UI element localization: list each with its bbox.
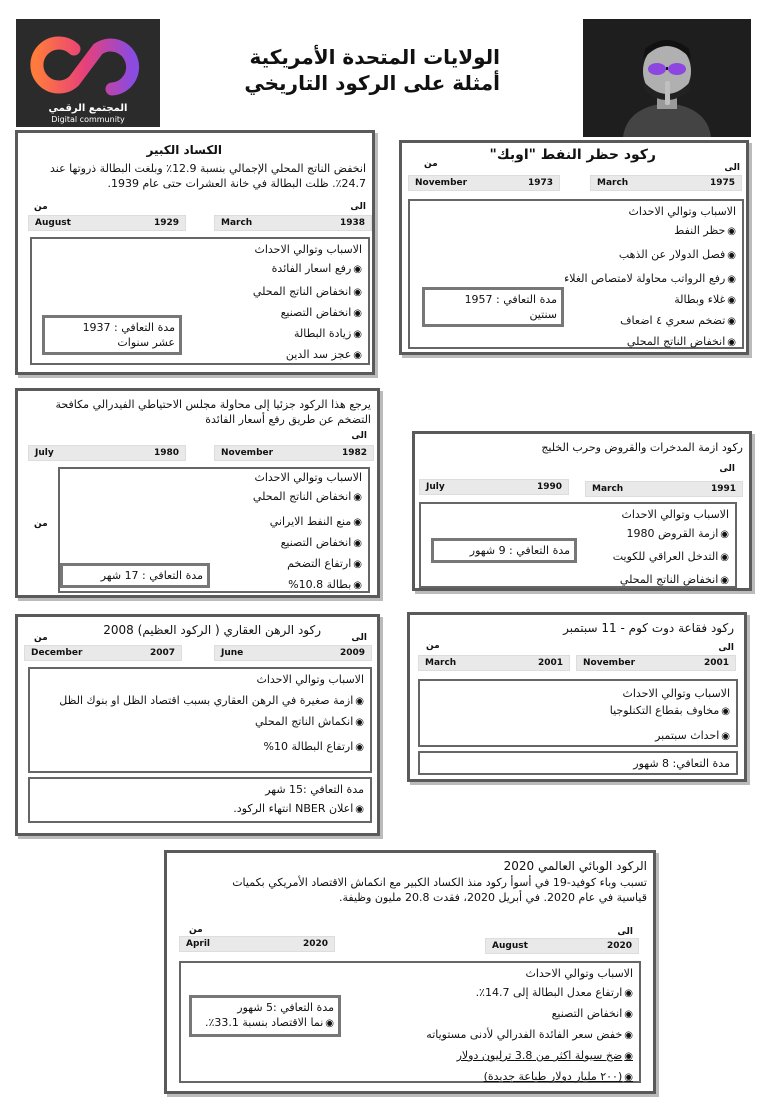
causes-box xyxy=(30,237,370,365)
list-item: ◉ ارتفاع البطالة 10% xyxy=(36,737,364,758)
causes-box xyxy=(418,679,738,747)
title-line-2: أمثلة على الركود التاريخي xyxy=(244,71,500,95)
causes-list xyxy=(564,221,736,353)
list-item: ◉ انخفاض التصنيع xyxy=(253,533,362,554)
to-month: November xyxy=(583,658,636,668)
to-date xyxy=(214,445,374,461)
causes-box xyxy=(28,667,372,773)
causes-box xyxy=(179,961,641,1083)
list-item: ◉ حظر النفط xyxy=(564,221,736,242)
from-year: 1990 xyxy=(536,482,562,492)
recovery-box xyxy=(189,995,341,1037)
causes-box xyxy=(58,467,370,593)
to-month: June xyxy=(221,648,244,658)
from-date xyxy=(408,175,560,191)
from-date xyxy=(418,655,570,671)
from-month: April xyxy=(186,939,211,949)
list-item: ◉ تضخم سعري ٤ اضعاف xyxy=(564,311,736,332)
list-item: ◉ رفع اسعار الفائدة xyxy=(253,259,362,280)
card-great-depression xyxy=(15,130,375,375)
list-item: ◉ ازمة القروض 1980 xyxy=(613,524,729,545)
to-date xyxy=(214,215,372,231)
from-year: 2007 xyxy=(149,648,175,658)
causes-heading: الاسباب وتوالي الاحداث xyxy=(622,687,730,700)
from-label: من xyxy=(34,519,48,529)
from-label: من xyxy=(34,202,48,212)
list-item: ◉ زيادة البطالة xyxy=(253,324,362,345)
to-year: 1975 xyxy=(709,178,735,188)
logo-text-ar: المجتمع الرقمي xyxy=(48,103,128,114)
causes-heading: الاسباب وتوالي الاحداث xyxy=(621,508,729,521)
card-covid-2020 xyxy=(164,850,656,1094)
card-title: ركود الرهن العقاري ( الركود العظيم) 2008 xyxy=(103,623,321,637)
to-date xyxy=(576,655,736,671)
list-item-extra: ◉ (٢٠٠ مليار دولار طباعة جديدة) xyxy=(426,1067,633,1088)
logo-text-en: Digital community xyxy=(51,115,125,124)
causes-list xyxy=(610,701,730,747)
from-date xyxy=(28,445,186,461)
to-month: November xyxy=(221,448,274,458)
recovery-box xyxy=(60,563,210,588)
list-item: ◉ انكماش الناتج المحلي xyxy=(36,712,364,733)
recovery-growth: ◉ نما الاقتصاد بنسبة 33.1٪. xyxy=(196,1015,334,1032)
nber-announcement: ◉ اعلان NBER انتهاء الركود. xyxy=(36,799,364,820)
to-month: March xyxy=(221,218,253,228)
to-month: March xyxy=(592,484,624,494)
from-label: من xyxy=(426,641,440,651)
causes-list xyxy=(36,691,364,758)
recovery-period: مدة التعافي : 9 شهور xyxy=(469,544,570,557)
list-item: ◉ مخاوف بقطاع التكنلوجيا xyxy=(610,701,730,722)
from-date xyxy=(419,479,569,495)
to-date xyxy=(214,645,372,661)
list-item: ◉ عجز سد الدين xyxy=(253,345,362,366)
list-item: ◉ انخفاض التصنيع xyxy=(426,1004,633,1025)
recovery-period: مدة التعافي : 1957 xyxy=(464,293,557,306)
from-month: July xyxy=(426,482,445,492)
to-year: 2009 xyxy=(339,648,365,658)
list-item: ◉ بطالة 10.8% xyxy=(253,575,362,596)
list-item: ◉ منع النفط الايراني xyxy=(253,512,362,533)
from-label: من xyxy=(424,159,438,169)
to-year: 1938 xyxy=(339,218,365,228)
to-label: الى xyxy=(617,927,633,937)
causes-heading: الاسباب وتوالي الاحداث xyxy=(256,673,364,686)
card-description: انخفض الناتج المحلي الإجمالي بنسبة 12.9٪ وبلغت البطالة ذروتها عند 24.7٪. ظلت البطالة في خانة العشرات حتى عام 1939. xyxy=(50,162,366,190)
from-year: 2020 xyxy=(302,939,328,949)
from-year: 1929 xyxy=(153,218,179,228)
list-item: ◉ ارتفاع التضخم xyxy=(253,554,362,575)
card-oil-embargo xyxy=(399,140,749,355)
recovery-duration: سنتين xyxy=(529,308,557,321)
person-avatar-icon xyxy=(583,19,751,137)
to-label: الى xyxy=(724,163,740,173)
causes-list xyxy=(253,487,362,596)
from-year: 1980 xyxy=(153,448,179,458)
list-item: ◉ ضخ سيولة اكثر من 3.8 ترليون دولار xyxy=(426,1046,633,1067)
card-title: ركود ازمة المدخرات والقروض وحرب الخليج xyxy=(541,441,743,454)
recovery-period: مدة التعافي :15 شهر xyxy=(265,783,364,796)
causes-list xyxy=(253,259,362,366)
causes-heading: الاسباب وتوالي الاحداث xyxy=(254,471,362,484)
recovery-period: مدة التعافي :5 شهور xyxy=(237,1001,334,1014)
to-year: 2020 xyxy=(606,941,632,951)
recovery-duration: عشر سنوات xyxy=(117,336,175,349)
to-label: الى xyxy=(351,431,367,441)
to-date xyxy=(590,175,742,191)
to-label: الى xyxy=(718,643,734,653)
recovery-period: مدة التعافي: 8 شهور xyxy=(633,757,730,770)
title-line-1: الولايات المتحدة الأمريكية xyxy=(249,45,500,69)
to-month: March xyxy=(597,178,629,188)
to-label: الى xyxy=(350,202,366,212)
list-item: ◉ خفض سعر الفائدة الفدرالي لأدنى مستوياته xyxy=(426,1025,633,1046)
recovery-box xyxy=(42,315,182,355)
list-item: ◉ ازمة صغيرة في الرهن العقاري بسبب اقتصاد الظل او بنوك الظل xyxy=(36,691,364,712)
list-item: ◉ انخفاض الناتج المحلي xyxy=(253,282,362,303)
causes-box xyxy=(419,502,737,588)
list-item: ◉ رفع الرواتب محاولة لامتصاص الغلاء xyxy=(564,269,736,290)
recovery-period: مدة التعافي : 17 شهر xyxy=(100,569,203,582)
list-item: ◉ انخفاض التصنيع xyxy=(253,303,362,324)
list-item: ◉ فصل الدولار عن الذهب xyxy=(564,245,736,266)
list-item: ◉ انخفاض الناتج المحلي xyxy=(613,570,729,591)
from-month: March xyxy=(425,658,457,668)
to-label: الى xyxy=(719,464,735,474)
causes-box xyxy=(408,199,744,349)
list-item: ◉ غلاء وبطالة xyxy=(564,290,736,311)
from-date xyxy=(179,936,335,952)
list-item: ◉ احداث سبتمبر xyxy=(610,726,730,747)
to-year: 1982 xyxy=(341,448,367,458)
card-description: يرجع هذا الركود جزئيا إلى محاولة مجلس الاحتياطي الفيدرالي مكافحة التضخم عن طريق رفع أسعار الفائدة xyxy=(55,398,371,426)
list-item: ◉ التدخل العراقي للكويت xyxy=(613,547,729,568)
card-dotcom xyxy=(407,612,747,782)
from-month: August xyxy=(35,218,71,228)
list-item: ◉ انخفاض الناتج المحلي xyxy=(564,332,736,353)
to-date xyxy=(585,481,743,497)
to-date xyxy=(485,938,639,954)
recovery-box xyxy=(431,538,577,563)
list-item: ◉ انخفاض الناتج المحلي xyxy=(253,487,362,508)
causes-heading: الاسباب وتوالي الاحداث xyxy=(525,967,633,980)
recovery-box xyxy=(418,751,738,775)
card-mortgage-2008 xyxy=(15,614,380,836)
from-year: 2001 xyxy=(537,658,563,668)
from-label: من xyxy=(34,633,48,643)
to-month: August xyxy=(492,941,528,951)
to-year: 2001 xyxy=(703,658,729,668)
page-title xyxy=(230,44,500,96)
to-year: 1991 xyxy=(710,484,736,494)
causes-list xyxy=(426,983,633,1088)
to-label: الى xyxy=(351,633,367,643)
from-date xyxy=(24,645,182,661)
community-logo-icon xyxy=(16,19,160,103)
from-year: 1973 xyxy=(527,178,553,188)
from-month: November xyxy=(415,178,468,188)
causes-heading: الاسباب وتوالي الاحداث xyxy=(628,205,736,218)
causes-heading: الاسباب وتوالي الاحداث xyxy=(254,243,362,256)
card-title: ركود حظر النفط "اوبك" xyxy=(489,147,656,163)
recovery-box xyxy=(422,287,564,327)
card-title: ركود فقاعة دوت كوم - 11 سبتمبر xyxy=(563,621,734,635)
card-title: الكساد الكبير xyxy=(146,143,222,157)
from-date xyxy=(28,215,186,231)
card-description: تسبب وباء كوفيد-19 في أسوأ ركود منذ الكساد الكبير مع انكماش الاقتصاد الأمريكي بكميات قياسية في عام 2020. في أبريل 2020، فقدت 20.8 مليون وظيفة. xyxy=(232,876,647,904)
from-month: December xyxy=(31,648,83,658)
avatar xyxy=(583,19,751,137)
card-gulf-war xyxy=(412,431,752,591)
recovery-box xyxy=(28,777,372,823)
from-month: July xyxy=(35,448,54,458)
list-item: ◉ ارتفاع معدل البطالة إلى 14.7٪. xyxy=(426,983,633,1004)
logo xyxy=(16,19,160,127)
causes-list xyxy=(613,524,729,591)
from-label: من xyxy=(189,925,203,935)
card-fed-1980 xyxy=(15,388,380,598)
recovery-period: مدة التعافي : 1937 xyxy=(82,321,175,334)
card-title: الركود الوبائي العالمي 2020 xyxy=(503,859,647,873)
